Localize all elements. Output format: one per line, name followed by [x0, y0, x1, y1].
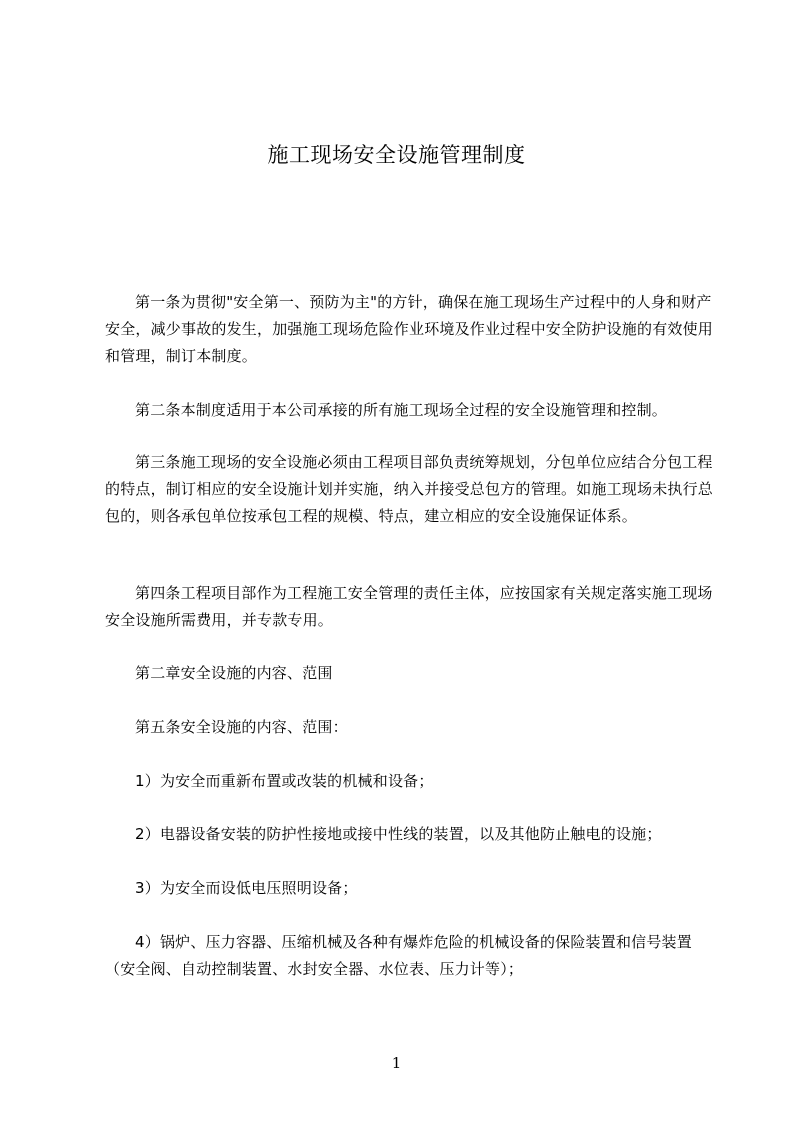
document-title: 施工现场安全设施管理制度	[267, 143, 526, 167]
list-item-1: 1）为安全而重新布置或改装的机械和设备；	[135, 772, 434, 790]
article-4: 第四条工程项目部作为工程施工安全管理的责任主体，应按国家有关规定落实施工现场安全设施所需费用，并专款专用。	[105, 584, 713, 629]
list-item-2: 2）电器设备安装的防护性接地或接中性线的装置，以及其他防止触电的设施；	[135, 825, 662, 843]
page-number: 1	[391, 1054, 402, 1072]
article-3: 第三条施工现场的安全设施必须由工程项目部负责统筹规划，分包单位应结合分包工程的特点，制订相应的安全设施计划并实施，纳入并接受总包方的管理。如施工现场未执行总包的，则各承包单位按承包工程的规模、特点，建立相应的安全设施保证体系。	[105, 453, 714, 525]
chapter-2-heading: 第二章安全设施的内容、范围	[135, 664, 333, 682]
article-1: 第一条为贯彻"安全第一、预防为主"的方针，确保在施工现场生产过程中的人身和财产安全，减少事故的发生，加强施工现场危险作业环境及作业过程中安全防护设施的有效使用和管理，制订本制度。	[105, 293, 714, 365]
list-item-3: 3）为安全而设低电压照明设备；	[135, 879, 358, 897]
list-item-4: 4）锅炉、压力容器、压缩机械及各种有爆炸危险的机械设备的保险装置和信号装置（安全阀、自动控制装置、水封安全器、水位表、压力计等）；	[105, 933, 692, 978]
article-5: 第五条安全设施的内容、范围：	[135, 718, 348, 736]
article-2: 第二条本制度适用于本公司承接的所有施工现场全过程的安全设施管理和控制。	[135, 401, 668, 419]
